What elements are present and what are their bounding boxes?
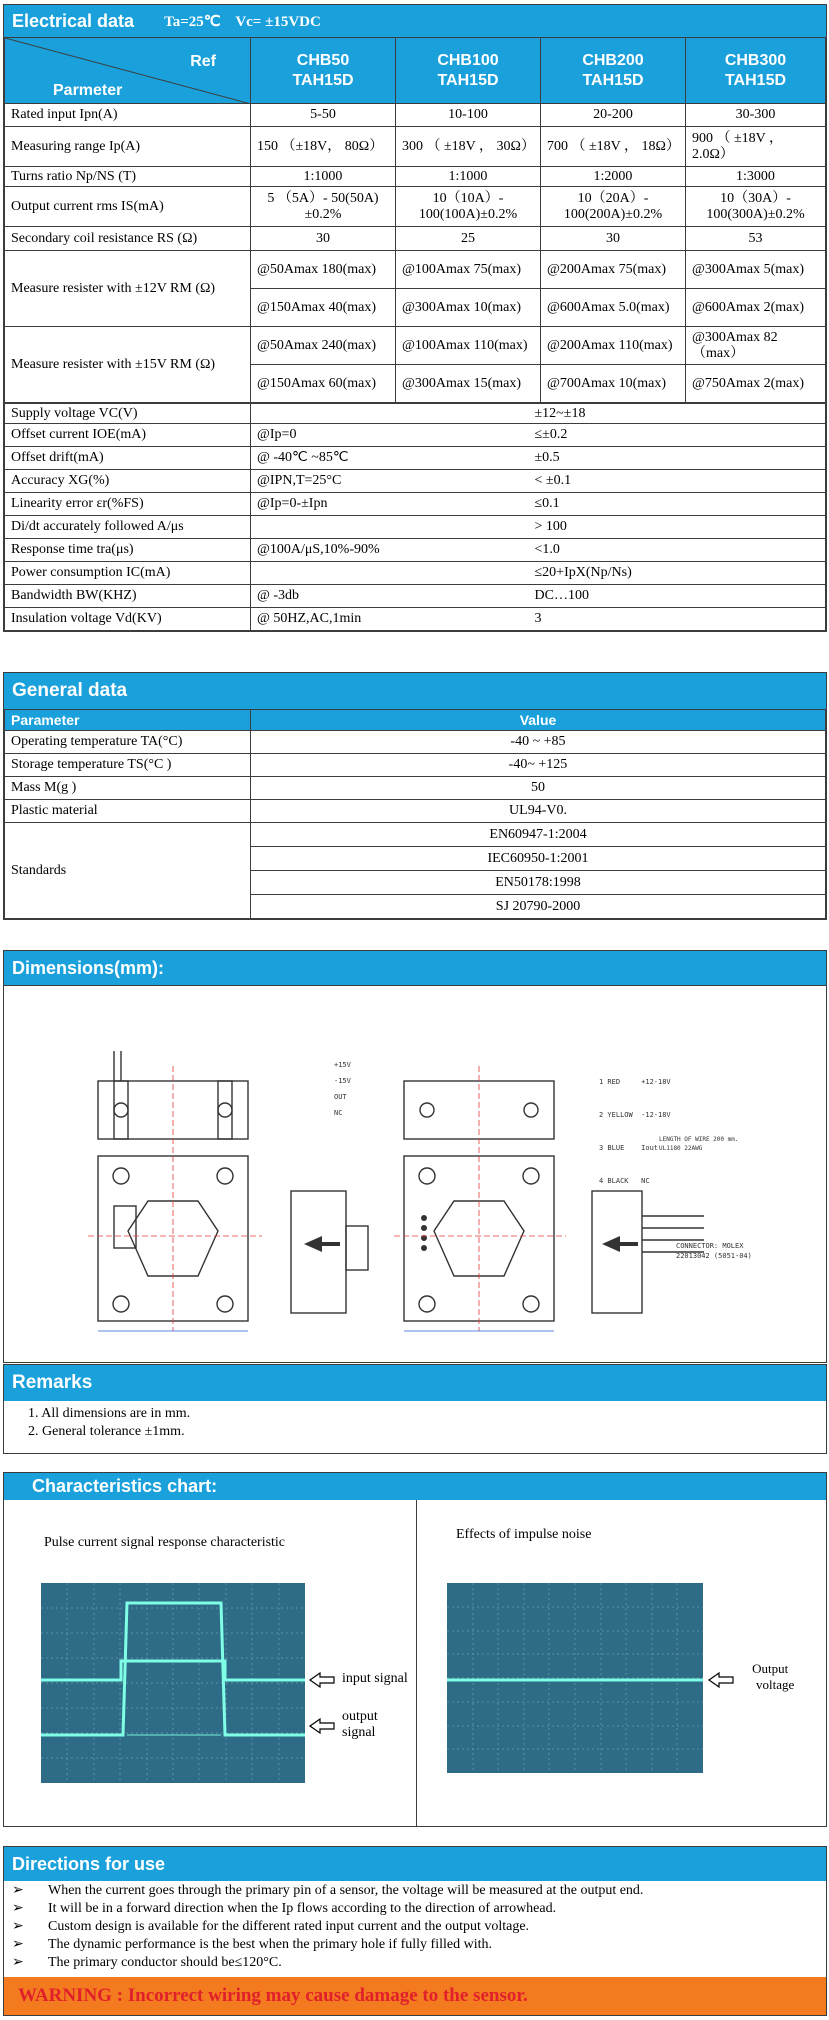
standard-value: EN50178:1998: [251, 871, 826, 895]
general-data-header: [4, 673, 826, 709]
remarks-section: [3, 1364, 827, 1454]
impulse-noise-plot: [447, 1583, 703, 1773]
general-data-section: [3, 672, 827, 920]
param-value: 1:3000: [686, 167, 826, 187]
param-label: Accuracy XG(%): [5, 470, 251, 493]
wire-item: 2 YELLOW -12-18V: [599, 1111, 671, 1119]
remarks-list: [4, 1401, 826, 1441]
table-row: [5, 187, 826, 227]
param-value: ±12~±18: [451, 404, 826, 424]
model-header: CHB300 TAH15D: [686, 38, 826, 104]
param-value: 30-300: [686, 104, 826, 127]
direction-item: ➢ The dynamic performance is the best when the primary hole if fully filled with.: [12, 1937, 492, 1952]
param-label: Offset current IOE(mA): [5, 424, 251, 447]
wire-item: 3 BLUE Iout: [599, 1144, 659, 1152]
value-column-header: Value: [251, 710, 826, 731]
param-condition: @ 50HZ,AC,1min: [251, 608, 451, 631]
right-chart-caption: Effects of impulse noise: [456, 1527, 592, 1542]
param-value: @100Amax 110(max): [396, 327, 541, 365]
param-condition: @ -3db: [251, 585, 451, 608]
impulse-noise-scope: [447, 1583, 703, 1773]
param-label: Mass M(g ): [5, 777, 251, 800]
param-label: Response time tra(μs): [5, 539, 251, 562]
input-signal-label: input signal: [342, 1671, 408, 1686]
table-row: [5, 470, 826, 493]
param-condition: @ -40℃ ~85℃: [251, 447, 451, 470]
table-row: [5, 754, 826, 777]
table-corner: [5, 38, 251, 104]
electrical-data-section: [3, 4, 827, 632]
table-row: [5, 585, 826, 608]
param-value: -40~ +125: [251, 754, 826, 777]
characteristics-title: Characteristics chart:: [32, 1476, 218, 1496]
output-signal-label: output signal: [342, 1709, 378, 1740]
param-value: > 100: [451, 516, 826, 539]
param-label: Insulation voltage Vd(KV): [5, 608, 251, 631]
direction-item: ➢ It will be in a forward direction when the Ip flows according to the direction of arrowhead.: [12, 1901, 557, 1916]
param-value: 10（20A）- 100(200A)±0.2%: [541, 187, 686, 227]
corner-parameter-label: Parmeter: [53, 82, 123, 99]
left-chart-caption: Pulse current signal response characteristic: [44, 1535, 286, 1550]
param-condition: @Ip=0-±Ipn: [251, 493, 451, 516]
dimension-drawing: [4, 985, 826, 1363]
wire-item: 1 RED +12-18V: [599, 1078, 671, 1086]
remark-item: 1. All dimensions are in mm.: [28, 1406, 191, 1421]
param-label: Rated input Ipn(A): [5, 104, 251, 127]
table-row: [5, 562, 826, 585]
param-value: 10（10A）- 100(100A)±0.2%: [396, 187, 541, 227]
electrical-data-header: [4, 5, 826, 37]
param-value: 700 （ ±18V ， 18Ω）: [541, 127, 686, 167]
wire-item: 4 BLACK NC: [599, 1177, 650, 1185]
table-row: [5, 167, 826, 187]
param-value: 5 （5A）- 50(50A)±0.2%: [251, 187, 396, 227]
param-label: Operating temperature TA(°C): [5, 731, 251, 754]
param-value: @150Amax 60(max): [251, 365, 396, 403]
param-value: @600Amax 5.0(max): [541, 289, 686, 327]
chart-divider: [416, 1500, 417, 1826]
output-voltage-arrow-icon: [707, 1671, 735, 1689]
remarks-header: [4, 1365, 826, 1401]
general-data-table: [4, 709, 826, 919]
param-value: 900 （ ±18V ， 2.0Ω）: [686, 127, 826, 167]
param-value: 3: [451, 608, 826, 631]
electrical-data-table: [4, 37, 826, 403]
param-value: @200Amax 75(max): [541, 251, 686, 289]
connector-note: CONNECTOR: MOLEX 22013042 (5051-04): [676, 1242, 752, 1260]
param-value: 1:2000: [541, 167, 686, 187]
param-value: @50Amax 180(max): [251, 251, 396, 289]
table-row: [5, 424, 826, 447]
param-label: Plastic material: [5, 800, 251, 823]
param-value: <1.0: [451, 539, 826, 562]
param-value: ±0.5: [451, 447, 826, 470]
corner-ref-label: Ref: [190, 53, 216, 70]
param-label: Secondary coil resistance RS (Ω): [5, 227, 251, 251]
param-value: @600Amax 2(max): [686, 289, 826, 327]
remarks-title: Remarks: [12, 1372, 93, 1393]
standard-value: SJ 20790-2000: [251, 895, 826, 919]
remark-item: 2. General tolerance ±1mm.: [28, 1424, 185, 1439]
param-value: < ±0.1: [451, 470, 826, 493]
table-row: [5, 251, 826, 289]
param-label: Supply voltage VC(V): [5, 404, 251, 424]
parameter-column-header: Parameter: [5, 710, 251, 731]
param-value: @150Amax 40(max): [251, 289, 396, 327]
table-row: [5, 404, 826, 424]
table-row: [5, 823, 826, 847]
directions-list: [4, 1881, 826, 1972]
table-row: [5, 493, 826, 516]
direction-item: ➢ The primary conductor should be≤120°C.: [12, 1955, 282, 1970]
param-condition: @100A/μS,10%-90%: [251, 539, 451, 562]
param-value: @100Amax 75(max): [396, 251, 541, 289]
param-label: Power consumption IC(mA): [5, 562, 251, 585]
param-condition: [251, 404, 451, 424]
table-row: [5, 731, 826, 754]
warning-text: WARNING : Incorrect wiring may cause damage to the sensor.: [18, 1985, 528, 2006]
param-condition: [251, 562, 451, 585]
param-value: 53: [686, 227, 826, 251]
characteristics-header: [4, 1473, 826, 1500]
wire-note: LENGTH OF WIRE 200 mm. UL1180 22AWG: [659, 1136, 739, 1152]
pin-label: +15V: [334, 1061, 351, 1069]
model-header: CHB200 TAH15D: [541, 38, 686, 104]
param-label: Offset drift(mA): [5, 447, 251, 470]
param-value: 300 （ ±18V ， 30Ω）: [396, 127, 541, 167]
param-value: ≤±0.2: [451, 424, 826, 447]
param-value: 150 （±18V， 80Ω）: [251, 127, 396, 167]
direction-item: ➢ When the current goes through the primary pin of a sensor, the voltage will be measured at the output end.: [12, 1883, 644, 1898]
param-value: @300Amax 15(max): [396, 365, 541, 403]
param-value: @200Amax 110(max): [541, 327, 686, 365]
param-value: 10-100: [396, 104, 541, 127]
param-value: 20-200: [541, 104, 686, 127]
param-value: 30: [541, 227, 686, 251]
input-arrow-icon: [308, 1671, 336, 1689]
electrical-span-table: [4, 403, 826, 631]
directions-title: Directions for use: [12, 1853, 166, 1874]
param-value: 1:1000: [251, 167, 396, 187]
param-value: UL94-V0.: [251, 800, 826, 823]
param-label: Storage temperature TS(°C ): [5, 754, 251, 777]
output-arrow-icon: [308, 1717, 336, 1735]
param-condition: @IPN,T=25°C: [251, 470, 451, 493]
direction-item: ➢ Custom design is available for the different rated input current and the output voltage.: [12, 1919, 530, 1934]
param-label: Standards: [5, 823, 251, 919]
param-condition: @Ip=0: [251, 424, 451, 447]
param-label: Output current rms IS(mA): [5, 187, 251, 227]
param-value: @750Amax 2(max): [686, 365, 826, 403]
param-value: @50Amax 240(max): [251, 327, 396, 365]
model-header: CHB100 TAH15D: [396, 38, 541, 104]
standard-value: EN60947-1:2004: [251, 823, 826, 847]
param-label: Linearity error εr(%FS): [5, 493, 251, 516]
dimensions-section: [3, 950, 827, 1363]
param-value: 10（30A）- 100(300A)±0.2%: [686, 187, 826, 227]
standard-value: IEC60950-1:2001: [251, 847, 826, 871]
table-row: [5, 516, 826, 539]
table-row: [5, 608, 826, 631]
param-value: @300Amax 82 （max）: [686, 327, 826, 365]
test-conditions: Ta=25℃ Vc= ±15VDC: [164, 13, 321, 30]
param-value: 30: [251, 227, 396, 251]
table-row: [5, 800, 826, 823]
output-voltage-label: Output voltage: [752, 1661, 795, 1692]
param-value: @300Amax 10(max): [396, 289, 541, 327]
directions-header: [4, 1847, 826, 1881]
table-row: [5, 447, 826, 470]
param-value: 25: [396, 227, 541, 251]
table-row: [5, 227, 826, 251]
dimensions-title: Dimensions(mm):: [12, 957, 165, 978]
warning-banner: [4, 1977, 826, 2015]
param-condition: [251, 516, 451, 539]
characteristics-section: [3, 1472, 827, 1827]
param-value: -40 ~ +85: [251, 731, 826, 754]
param-value: 1:1000: [396, 167, 541, 187]
electrical-data-title: Electrical data: [12, 10, 135, 31]
table-row: [5, 777, 826, 800]
param-label: Bandwidth BW(KHZ): [5, 585, 251, 608]
pin-labels: [334, 1057, 351, 1121]
param-label: Measure resister with ±12V RM (Ω): [5, 251, 251, 327]
table-row: [5, 104, 826, 127]
pulse-response-scope: [41, 1583, 305, 1783]
pin-label: -15V: [334, 1077, 351, 1085]
pulse-response-plot: [41, 1583, 305, 1783]
directions-section: [3, 1846, 827, 2016]
table-row: [5, 127, 826, 167]
param-value: 5-50: [251, 104, 396, 127]
param-value: 50: [251, 777, 826, 800]
param-value: ≤0.1: [451, 493, 826, 516]
dimensions-header: [4, 951, 826, 985]
param-value: @300Amax 5(max): [686, 251, 826, 289]
param-label: Di/dt accurately followed A/μs: [5, 516, 251, 539]
table-row: [5, 327, 826, 365]
table-row: [5, 539, 826, 562]
model-header: CHB50 TAH15D: [251, 38, 396, 104]
param-label: Measuring range Ip(A): [5, 127, 251, 167]
param-value: ≤20+IpX(Np/Ns): [451, 562, 826, 585]
param-label: Turns ratio Np/NS (T): [5, 167, 251, 187]
wire-legend: [599, 1055, 671, 1209]
param-label: Measure resister with ±15V RM (Ω): [5, 327, 251, 403]
param-value: DC…100: [451, 585, 826, 608]
param-value: @700Amax 10(max): [541, 365, 686, 403]
pin-label: NC: [334, 1109, 343, 1117]
general-data-title: General data: [12, 680, 128, 701]
pin-label: OUT: [334, 1093, 347, 1101]
